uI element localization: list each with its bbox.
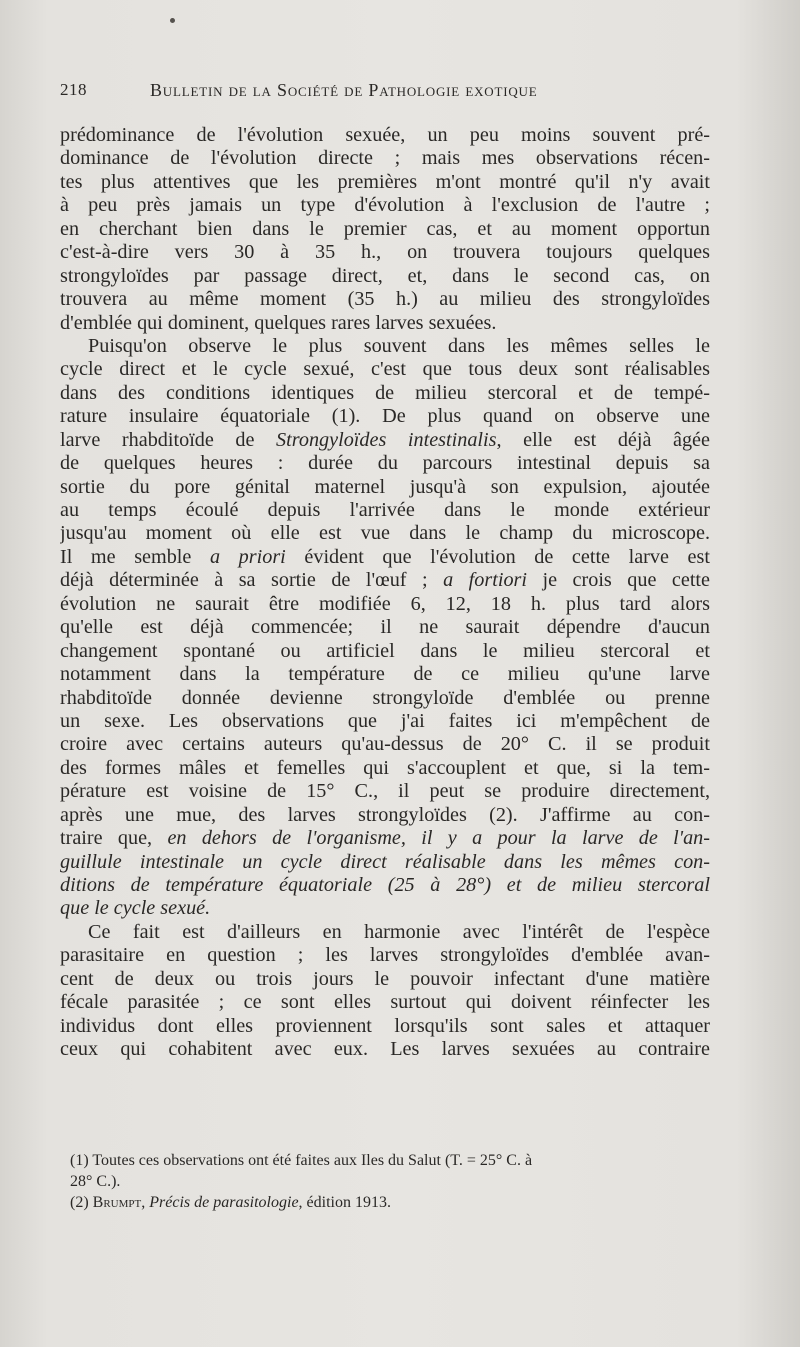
text-line: parasitaire en question ; les larves strongyloïdes d'emblée avan- bbox=[60, 944, 710, 967]
text-line: de quelques heures : durée du parcours intestinal depuis sa bbox=[60, 452, 710, 475]
text-line: trouvera au même moment (35 h.) au milieu des strongyloïdes bbox=[60, 288, 710, 311]
text-line: changement spontané ou artificiel dans le milieu stercoral et bbox=[60, 639, 710, 662]
text-line: Puisqu'on observe le plus souvent dans les mêmes selles le bbox=[88, 334, 710, 357]
text-line: jusqu'au moment où elle est vue dans le champ du microscope. bbox=[60, 522, 710, 545]
text-line: rature insulaire équatoriale (1). De plus quand on observe une bbox=[60, 405, 710, 428]
emphasis-run: ditions de température équatoriale (25 à 28°) et de milieu stercoral bbox=[60, 874, 710, 896]
text-line: croire avec certains auteurs qu'au-dessus de 20° C. il se produit bbox=[60, 733, 710, 756]
text-line: Ce fait est d'ailleurs en harmonie avec l'intérêt de l'espèce bbox=[88, 920, 710, 943]
page-number: 218 bbox=[60, 80, 87, 99]
article-body bbox=[60, 124, 710, 1062]
running-title: Bulletin de la Société de Pathologie exotique bbox=[150, 80, 538, 100]
text-line: individus dont elles proviennent lorsqu'ils sont sales et attaquer bbox=[60, 1014, 710, 1037]
text-line: ceux qui cohabitent avec eux. Les larves sexuées au contraire bbox=[60, 1038, 710, 1061]
text-line: qu'elle est déjà commencée; il ne saurait dépendre d'aucun bbox=[60, 616, 710, 639]
footnotes bbox=[70, 1150, 720, 1213]
footnote-author: Brumpt bbox=[92, 1194, 142, 1211]
text-line: notamment dans la température de ce milieu qu'une larve bbox=[60, 663, 710, 686]
text-line bbox=[60, 569, 710, 592]
text-line bbox=[60, 429, 710, 452]
emphasis-run: que le cycle sexué. bbox=[60, 897, 211, 920]
text-line: évolution ne saurait être modifiée 6, 12, 18 h. plus tard alors bbox=[60, 592, 710, 615]
text-line bbox=[60, 851, 710, 874]
text-line bbox=[60, 827, 710, 850]
text-run: Il me semble bbox=[60, 545, 210, 568]
latin-phrase: a fortiori bbox=[443, 569, 528, 592]
text-line: tes plus attentives que les premières m'ont montré qu'il n'y avait bbox=[60, 170, 710, 193]
text-run: , édition 1913. bbox=[298, 1194, 391, 1211]
footnote-book-title: Précis de parasitologie bbox=[149, 1194, 299, 1211]
text-line: au temps écoulé depuis l'arrivée dans le monde extérieur bbox=[60, 499, 710, 521]
text-line: pérature est voisine de 15° C., il peut se produire directement, bbox=[60, 780, 710, 803]
footnote-1: (1) Toutes ces observations ont été faites aux Iles du Salut (T. = 25° C. à bbox=[70, 1152, 533, 1169]
species-name: Strongyloïdes intestinalis bbox=[276, 428, 497, 451]
text-line bbox=[60, 546, 710, 569]
text-line: à peu près jamais un type d'évolution à l'exclusion de l'autre ; bbox=[60, 194, 710, 217]
emphasis-run: en dehors de l'organisme, il y a pour la larve de l'an- bbox=[167, 827, 710, 850]
print-speck bbox=[170, 18, 175, 23]
text-run: , bbox=[141, 1194, 150, 1211]
text-line: rhabditoïde donnée devienne strongyloïde d'emblée ou prenne bbox=[60, 686, 710, 709]
text-line: en cherchant bien dans le premier cas, et au moment opportun bbox=[60, 217, 710, 240]
text-line: des formes mâles et femelles qui s'accouplent et que, si la tem- bbox=[60, 756, 710, 779]
text-line: fécale parasitée ; ce sont elles surtout qui doivent réinfecter les bbox=[60, 991, 710, 1014]
text-run: évident que l'évolution de cette larve est bbox=[285, 545, 710, 568]
text-line: c'est-à-dire vers 30 à 35 h., on trouvera toujours quelques bbox=[60, 241, 710, 264]
text-line: un sexe. Les observations que j'ai faites ici m'empêchent de bbox=[60, 709, 710, 732]
text-line bbox=[60, 897, 710, 920]
text-run: , elle est déjà âgée bbox=[496, 428, 710, 451]
footnote-1-continued: 28° C.). bbox=[70, 1173, 121, 1190]
text-line: sortie du pore génital maternel jusqu'à son expulsion, ajoutée bbox=[60, 475, 710, 498]
text-line: après une mue, des larves strongyloïdes (2). J'affirme au con- bbox=[60, 803, 710, 826]
text-line: d'emblée qui dominent, quelques rares larves sexuées. bbox=[60, 311, 497, 334]
text-line: prédominance de l'évolution sexuée, un peu moins souvent pré- bbox=[60, 124, 710, 146]
text-line: dominance de l'évolution directe ; mais mes observations récen- bbox=[60, 147, 710, 170]
footnote-2 bbox=[70, 1192, 720, 1213]
text-run: je crois que cette bbox=[527, 569, 710, 592]
footnote-marker: (2) bbox=[70, 1194, 93, 1211]
text-run: larve rhabditoïde de bbox=[60, 428, 277, 451]
latin-phrase: a priori bbox=[209, 545, 286, 568]
text-line: cent de deux ou trois jours le pouvoir infectant d'une matière bbox=[60, 967, 710, 990]
text-run: traire que, bbox=[60, 827, 168, 850]
text-line: cycle direct et le cycle sexué, c'est que tous deux sont réalisables bbox=[60, 358, 710, 381]
page-header bbox=[60, 80, 720, 110]
emphasis-run: guillule intestinale un cycle direct réalisable dans les mêmes con- bbox=[60, 850, 710, 873]
text-line: dans des conditions identiques de milieu stercoral et de tempé- bbox=[60, 381, 710, 404]
text-line: strongyloïdes par passage direct, et, dans le second cas, on bbox=[60, 264, 710, 287]
text-run: déjà déterminée à sa sortie de l'œuf ; bbox=[60, 569, 444, 592]
text-line bbox=[60, 874, 710, 897]
